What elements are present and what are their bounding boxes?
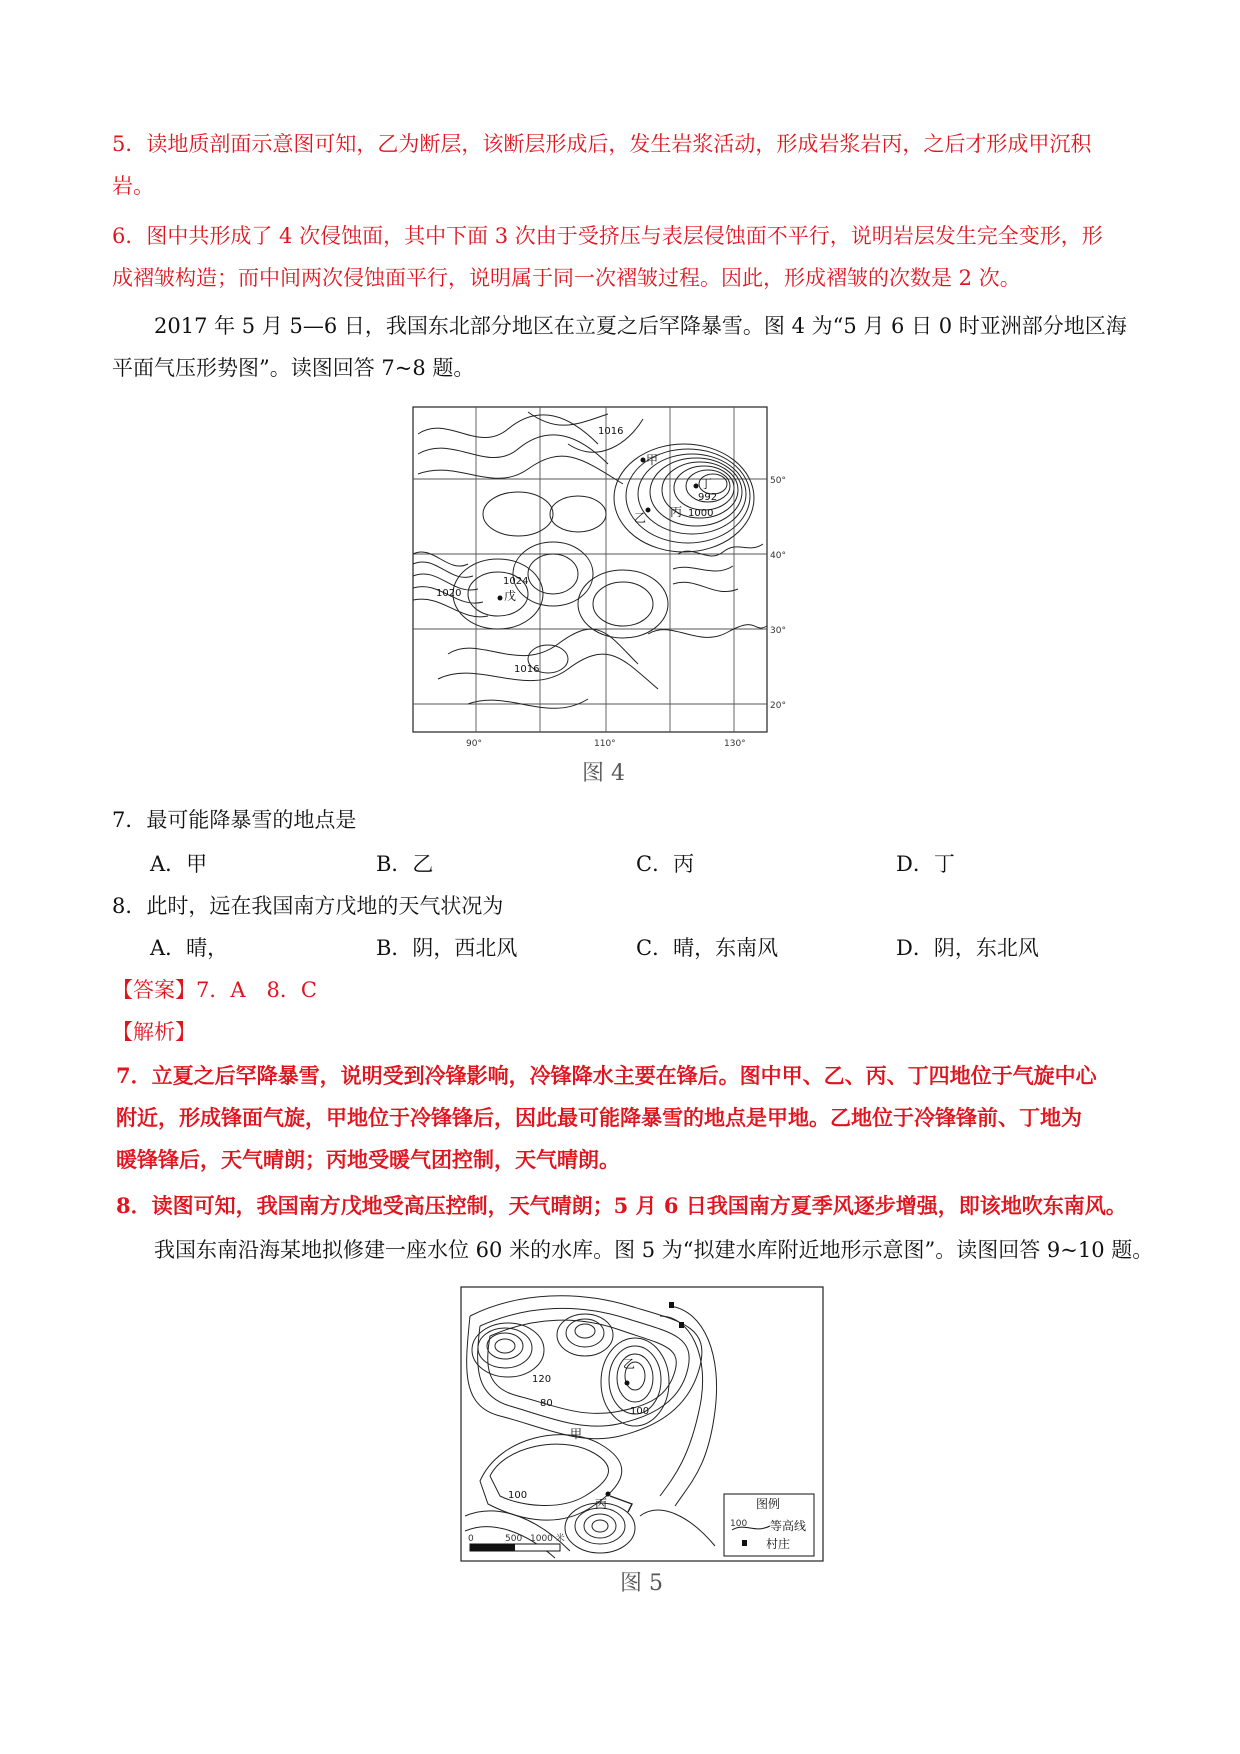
legend-village-label: 村庄 bbox=[766, 1537, 791, 1551]
isobar-label-1020: 1020 bbox=[436, 588, 462, 599]
legend bbox=[724, 1494, 814, 1556]
question-7-option-c: C．丙 bbox=[636, 852, 695, 876]
question-7-option-a: A．甲 bbox=[150, 852, 208, 876]
legend-village-symbol bbox=[742, 1540, 747, 1546]
question-8-option-c: C．晴，东南风 bbox=[636, 936, 779, 960]
place-label-yi-5: 乙 bbox=[623, 1357, 636, 1371]
question-8-option-a: A．晴， bbox=[150, 936, 229, 960]
isobar-label-1016-south: 1016 bbox=[514, 664, 540, 675]
isobar-label-992: 992 bbox=[698, 492, 718, 503]
figure-5-caption: 图 5 bbox=[620, 1571, 663, 1596]
village-marker-1 bbox=[669, 1302, 674, 1308]
analysis-q8-line1: 8．读图可知，我国南方戊地受高压控制，天气晴朗；5 月 6 日我国南方夏季风逐步增强，即该地吹东南风。 bbox=[116, 1193, 1127, 1218]
intro-7-8-line2: 平面气压形势图”。读图回答 7~8 题。 bbox=[112, 356, 475, 380]
place-dot-wu bbox=[498, 596, 503, 601]
figure-5-topo-map bbox=[460, 1286, 824, 1562]
question-8-option-d: D．阴，东北风 bbox=[896, 936, 1039, 960]
answer-text: 7．A 8．C bbox=[196, 978, 317, 1002]
place-label-ding: 丁 bbox=[700, 477, 713, 491]
intro-7-8-line1: 2017 年 5 月 5—6 日，我国东北部分地区在立夏之后罕降暴雪。图 4 为“5 月 6 日 0 时亚洲部分地区海 bbox=[154, 314, 1127, 338]
scale-end: 1000 米 bbox=[530, 1534, 565, 1544]
question-8-option-b: B．阴，西北风 bbox=[376, 936, 518, 960]
village-marker-2 bbox=[679, 1322, 684, 1328]
place-label-bing: 丙 bbox=[670, 505, 683, 519]
place-label-yi: 乙 bbox=[634, 511, 647, 525]
place-label-jia: 甲 bbox=[646, 453, 659, 467]
lat-label-30: 30° bbox=[770, 626, 786, 636]
contour-label-100-east: 100 bbox=[630, 1406, 650, 1417]
figure-4-isobar-map bbox=[408, 404, 802, 749]
answer-line bbox=[112, 976, 317, 1004]
analysis-q7-line3: 暖锋锋后，天气晴朗；丙地受暖气团控制，天气晴朗。 bbox=[116, 1147, 620, 1172]
lat-label-20: 20° bbox=[770, 701, 786, 711]
place-dot-bing-5 bbox=[606, 1492, 611, 1497]
explanation-q6-line2: 成褶皱构造；而中间两次侵蚀面平行，说明属于同一次褶皱过程。因此，形成褶皱的次数是 2 次。 bbox=[112, 266, 1021, 290]
legend-title: 图例 bbox=[756, 1497, 781, 1511]
contour-label-80: 80 bbox=[540, 1398, 553, 1409]
question-7-stem: 7．最可能降暴雪的地点是 bbox=[112, 808, 357, 832]
place-dot-ding bbox=[694, 484, 699, 489]
figure-4-svg bbox=[408, 404, 802, 749]
isobar-label-1016-north: 1016 bbox=[598, 426, 624, 437]
legend-contour-value: 100 bbox=[730, 1519, 748, 1529]
intro-9-10-line1: 我国东南沿海某地拟修建一座水位 60 米的水库。图 5 为“拟建水库附近地形示意图”。读图回答 9~10 题。 bbox=[154, 1238, 1154, 1262]
lon-label-110: 110° bbox=[594, 739, 616, 749]
place-dot-jia bbox=[641, 458, 646, 463]
figure-5-svg bbox=[460, 1286, 824, 1562]
lon-label-130: 130° bbox=[724, 739, 746, 749]
lon-label-90: 90° bbox=[466, 739, 482, 749]
place-label-wu: 戊 bbox=[504, 589, 517, 603]
scale-zero: 0 bbox=[468, 1534, 474, 1544]
legend-contour-label: 等高线 bbox=[770, 1519, 807, 1533]
analysis-q7-line2: 附近，形成锋面气旋，甲地位于冷锋锋后，因此最可能降暴雪的地点是甲地。乙地位于冷锋锋前、丁地为 bbox=[116, 1105, 1082, 1130]
place-dot-yi-5 bbox=[625, 1381, 630, 1386]
place-label-bing-5: 丙 bbox=[595, 1497, 608, 1511]
scale-mid: 500 bbox=[505, 1534, 523, 1544]
contour-label-100-south: 100 bbox=[508, 1490, 528, 1501]
explanation-q5-line2: 岩。 bbox=[112, 174, 154, 198]
contour-label-120: 120 bbox=[532, 1374, 552, 1385]
isobar-label-1000: 1000 bbox=[688, 508, 714, 519]
place-label-jia-5: 甲 bbox=[570, 1427, 583, 1441]
question-7-option-b: B．乙 bbox=[376, 852, 434, 876]
answer-label: 【答案】 bbox=[112, 978, 196, 1002]
question-7-option-d: D．丁 bbox=[896, 852, 955, 876]
analysis-label: 【解析】 bbox=[112, 1020, 196, 1044]
place-dot-yi bbox=[646, 508, 651, 513]
question-8-stem: 8．此时，远在我国南方戊地的天气状况为 bbox=[112, 894, 504, 918]
explanation-q5-line1: 5．读地质剖面示意图可知，乙为断层，该断层形成后，发生岩浆活动，形成岩浆岩丙，之后才形成甲沉积 bbox=[112, 132, 1092, 156]
lat-label-40: 40° bbox=[770, 551, 786, 561]
explanation-q6-line1: 6．图中共形成了 4 次侵蚀面，其中下面 3 次由于受挤压与表层侵蚀面不平行，说明岩层发生完全变形，形 bbox=[112, 224, 1103, 248]
isobar-label-1024: 1024 bbox=[503, 576, 529, 587]
figure-4-caption: 图 4 bbox=[582, 761, 625, 786]
lat-label-50: 50° bbox=[770, 476, 786, 486]
analysis-q7-line1: 7．立夏之后罕降暴雪，说明受到冷锋影响，冷锋降水主要在锋后。图中甲、乙、丙、丁四地位于气旋中心 bbox=[116, 1063, 1097, 1088]
